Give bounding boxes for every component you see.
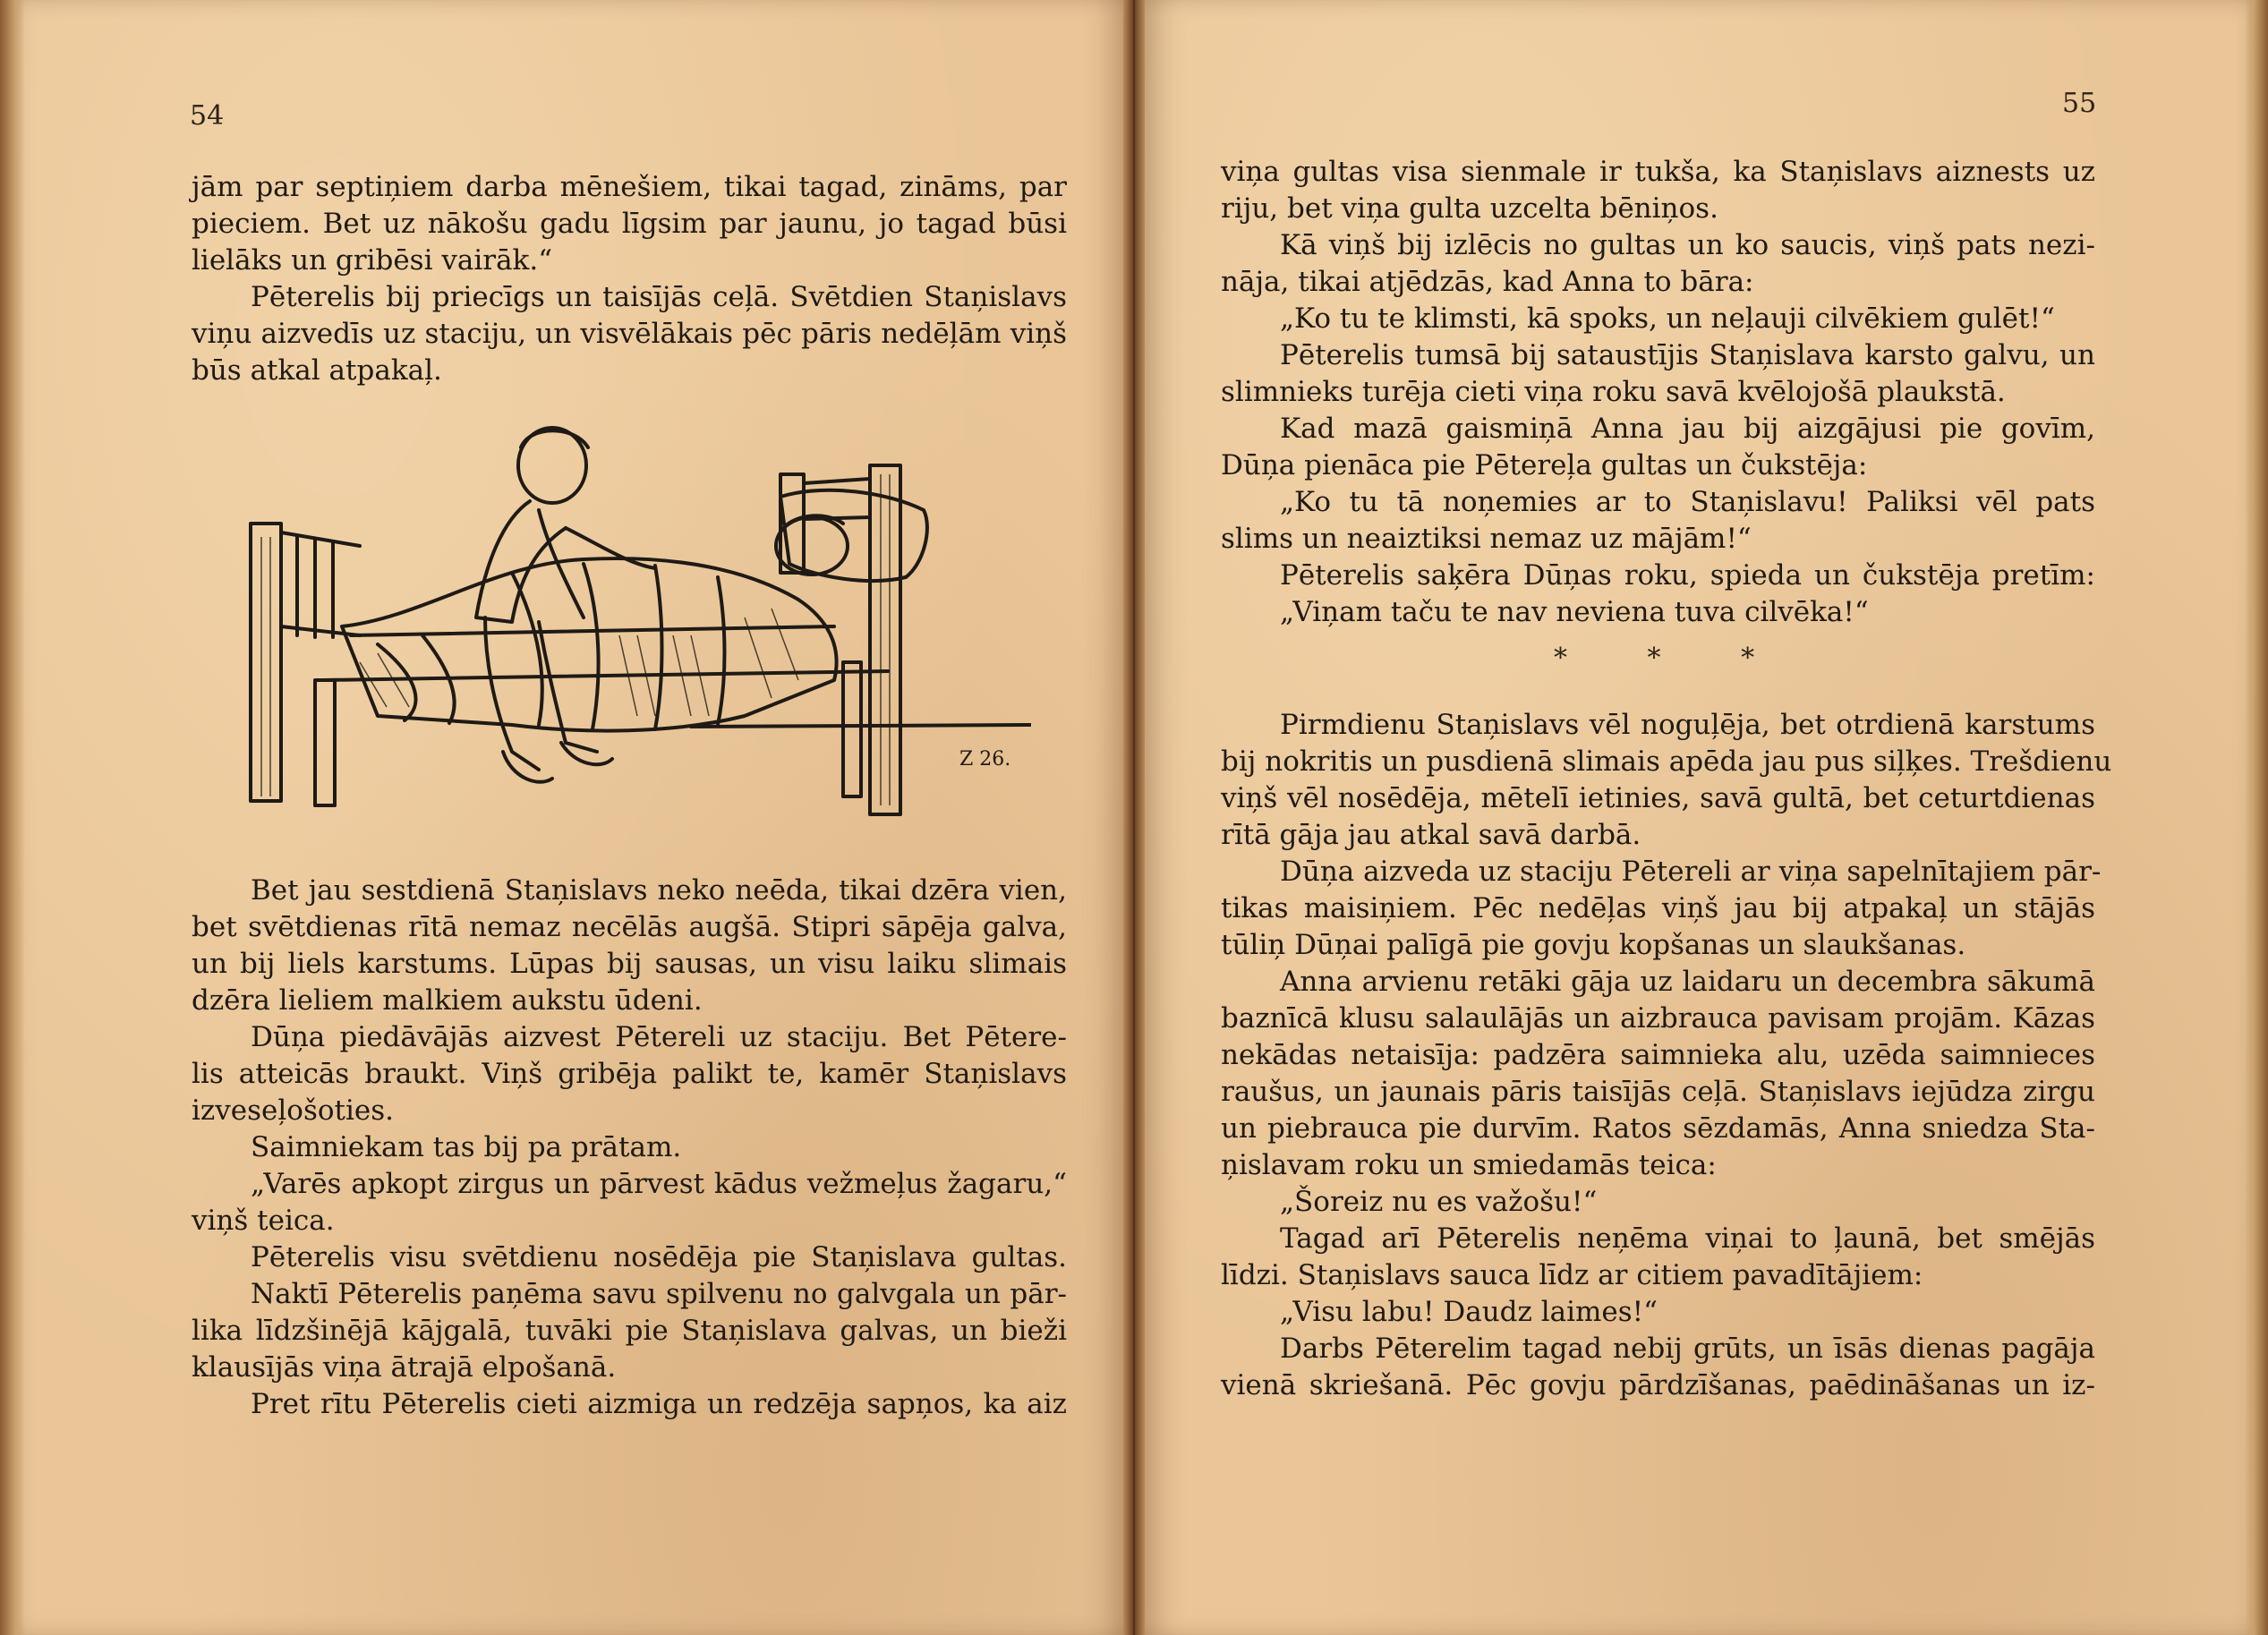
left-text-top <box>192 169 1067 389</box>
text-line: „Varēs apkopt zirgus un pārvest kādus vežmeļus žagaru,“ <box>251 1168 1067 1200</box>
text-line: viņš vēl nosēdēja, mētelī ietinies, savā gultā, bet ceturtdienas <box>1221 782 2095 814</box>
text-line: vienā skriešanā. Pēc govju pārdzīšanas, paēdināšanas un iz- <box>1221 1369 2095 1401</box>
text-line: Anna arvienu retāki gāja uz laidaru un decembra sākumā <box>1280 966 2095 998</box>
text-line: lis atteicās braukt. Viņš gribēja palikt te, kamēr Staņislavs <box>192 1058 1067 1090</box>
text-line: viņa gultas visa sienmale ir tukša, ka Staņislavs aiznests uz <box>1221 156 2095 188</box>
text-line: lielāks un gribēsi vairāk.“ <box>192 244 553 277</box>
text-line: klausījās viņa ātrajā elpošanā. <box>192 1351 617 1384</box>
text-line: bij nokritis un pusdienā slimais apēda jau pus siļķes. Trešdienu <box>1221 745 2112 778</box>
left-page-number: 54 <box>190 100 225 132</box>
text-line: Darbs Pēterelim tagad nebij grūts, un īsās dienas pagāja <box>1280 1333 2095 1365</box>
text-line: Pēterelis tumsā bij sataustījis Staņislava karsto galvu, un <box>1280 339 2095 371</box>
text-line: Pēterelis saķēra Dūņas roku, spieda un čukstēja pretīm: <box>1280 559 2095 592</box>
text-line: viņš teica. <box>192 1205 335 1237</box>
text-line: „Ko tu tā noņemies ar to Staņislavu! Paliksi vēl pats <box>1280 486 2095 518</box>
text-line: Pirmdienu Staņislavs vēl noguļēja, bet otrdienā karstums <box>1280 709 2095 741</box>
text-line: un bij liels karstums. Lūpas bij sausas, un visu laiku slimais <box>192 948 1067 980</box>
text-line: raušus, un jaunais pāris taisījās ceļā. Staņislavs iejūdza zirgu <box>1221 1076 2095 1108</box>
text-line: dzēra lieliem malkiem aukstu ūdeni. <box>192 984 703 1017</box>
text-line: un piebrauca pie durvīm. Ratos sēzdamās, Anna sniedza Sta- <box>1221 1112 2095 1145</box>
text-line: slims un neaiztiksi nemaz uz mājām!“ <box>1221 523 1752 555</box>
text-line: lika līdzšinējā kājgalā, tuvāki pie Staņislava galvas, un bieži <box>192 1315 1067 1347</box>
text-line: Dūņa pienāca pie Pētereļa gultas un čukstēja: <box>1221 449 1868 481</box>
text-line: slimnieks turēja cieti viņa roku savā kvēlojošā plaukstā. <box>1221 376 2006 408</box>
text-line: Bet jau sestdienā Staņislavs neko neēda, tikai dzēra vien, <box>251 874 1067 907</box>
right-text-bottom <box>1221 707 2112 1404</box>
text-line: Naktī Pēterelis paņēma savu spilvenu no galvgala un pār- <box>251 1278 1067 1310</box>
text-line: rītā gāja jau atkal savā darbā. <box>1221 819 1641 851</box>
text-line: izveseļošoties. <box>192 1094 394 1127</box>
text-line: Pēterelis visu svētdienu nosēdēja pie Staņislava gultas. <box>251 1241 1067 1273</box>
text-line: Saimniekam tas bij pa prātam. <box>251 1131 682 1163</box>
book-gutter <box>1123 0 1145 1635</box>
left-page-edge <box>0 0 25 1635</box>
text-line: baznīcā klusu salaulājās un aizbrauca pavisam projām. Kāzas <box>1221 1002 2095 1035</box>
right-page-number: 55 <box>2062 88 2097 119</box>
text-line: Pēterelis bij priecīgs un taisījās ceļā. Svētdien Staņislavs <box>251 281 1067 313</box>
right-page-edge <box>2245 0 2268 1635</box>
text-line: Kad mazā gaismiņā Anna jau bij aizgājusi pie govīm, <box>1280 413 2095 445</box>
bed-illustration <box>243 412 1031 841</box>
text-line: riju, bet viņa gulta uzcelta bēniņos. <box>1221 192 1718 225</box>
text-line: ņislavam roku un smiedamās teica: <box>1221 1149 1717 1181</box>
text-line: nekādas netaisīja: padzēra saimnieka alu, uzēda saimnieces <box>1221 1039 2095 1071</box>
text-line: „Šoreiz nu es važošu!“ <box>1280 1186 1598 1218</box>
illustration-signature: Z 26. <box>959 748 1011 771</box>
text-line: „Visu labu! Daudz laimes!“ <box>1280 1296 1658 1328</box>
text-line: Dūņa piedāvājās aizvest Pētereli uz staciju. Bet Pētere- <box>251 1021 1067 1053</box>
text-line: „Ko tu te klimsti, kā spoks, un neļauji cilvēkiem gulēt!“ <box>1280 302 2055 335</box>
text-line: viņu aizvedīs uz staciju, un visvēlākais pēc pāris nedēļām viņš <box>192 318 1067 350</box>
right-text-top <box>1221 154 2095 631</box>
text-line: „Viņam taču te nav neviena tuva cilvēka!“ <box>1280 596 1869 628</box>
left-text-bottom <box>192 873 1067 1423</box>
text-line: tūliņ Dūņai palīgā pie govju kopšanas un slaukšanas. <box>1221 929 1966 961</box>
text-line: Pret rītu Pēterelis cieti aizmiga un redzēja sapņos, ka aiz <box>251 1388 1067 1420</box>
text-line: jām par septiņiem darba mēnešiem, tikai tagad, zināms, par <box>192 171 1067 203</box>
text-line: pieciem. Bet uz nākošu gadu līgsim par jaunu, jo tagad būsi <box>192 208 1067 240</box>
text-line: Dūņa aizveda uz staciju Pētereli ar viņa sapelnītajiem pār- <box>1280 856 2102 888</box>
text-line: tikas maisiņiem. Pēc nedēļas viņš jau bij atpakaļ un stājās <box>1221 892 2095 924</box>
section-divider-stars: * * * <box>1554 643 1791 674</box>
text-line: Tagad arī Pēterelis neņēma viņai to ļaunā, bet smējās <box>1280 1222 2095 1255</box>
text-line: Kā viņš bij izlēcis no gultas un ko saucis, viņš pats nezi- <box>1280 229 2095 261</box>
text-line: bet svētdienas rītā nemaz necēlās augšā. Stipri sāpēja galva, <box>192 911 1067 943</box>
text-line: līdzi. Staņislavs sauca līdz ar citiem pavadītājiem: <box>1221 1259 1923 1291</box>
text-line: būs atkal atpakaļ. <box>192 354 442 387</box>
text-line: nāja, tikai atjēdzās, kad Anna to bāra: <box>1221 266 1754 298</box>
